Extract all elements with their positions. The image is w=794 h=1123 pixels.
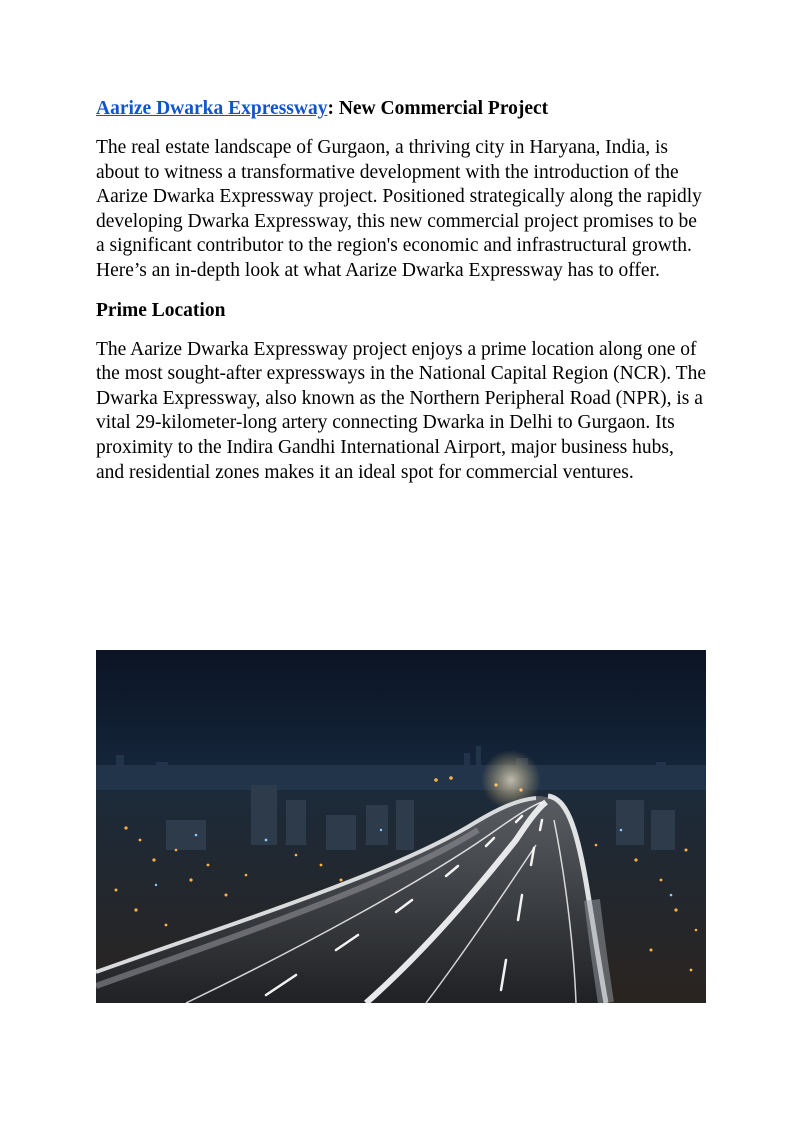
document-page — [96, 96, 706, 485]
expressway-illustration — [96, 650, 706, 1003]
section-heading: Prime Location — [96, 299, 226, 321]
title-suffix: : New Commercial Project — [327, 98, 549, 119]
expressway-night-photo — [96, 650, 706, 1003]
section-paragraph: The Aarize Dwarka Expressway project enjoys a prime location along one of the most sought-after expressways in the National Capital Region (NCR). The Dwarka Expressway, also known as the Northern Peripheral Road (NPR), is a vital 29-kilometer-long artery connecting Dwarka in Delhi to Gurgaon. Its proximity to the Indira Gandhi International Airport, major business hubs, and residential zones makes it an ideal spot for commercial ventures. — [96, 338, 706, 483]
page-title — [96, 96, 706, 122]
intro-paragraph: The real estate landscape of Gurgaon, a thriving city in Haryana, India, is about to witness a transformative development with the introduction of the Aarize Dwarka Expressway project. Positioned strategically along the rapidly developing Dwarka Expressway, this new commercial project promises to be a significant contributor to the region's economic and infrastructural growth. Here’s an in-depth look at what Aarize Dwarka Expressway has to offer. — [96, 137, 702, 281]
project-link[interactable]: Aarize Dwarka Expressway — [96, 98, 328, 119]
